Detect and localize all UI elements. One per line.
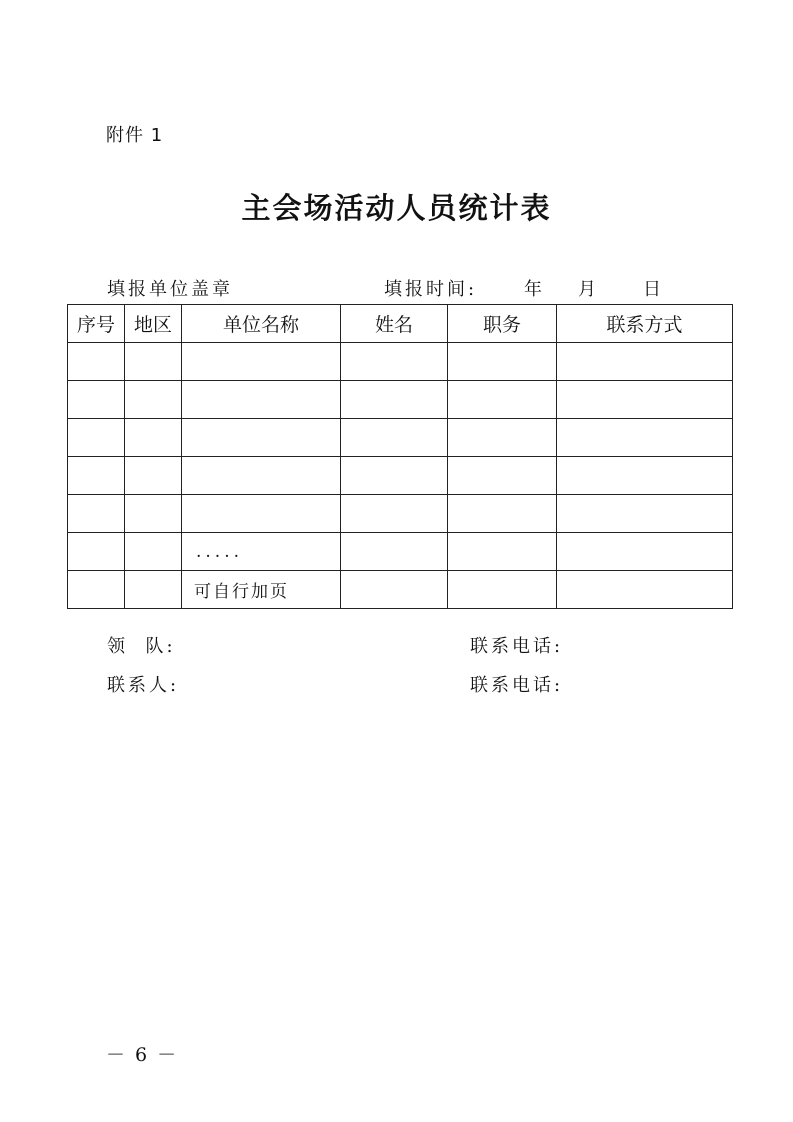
table-row xyxy=(68,381,733,419)
header-unit-name: 单位名称 xyxy=(182,305,341,343)
table-cell[interactable] xyxy=(182,343,341,381)
table-cell[interactable] xyxy=(68,343,125,381)
table-cell[interactable] xyxy=(448,457,557,495)
table-cell[interactable] xyxy=(448,419,557,457)
table-cell[interactable] xyxy=(68,419,125,457)
table-cell[interactable] xyxy=(448,343,557,381)
table-cell[interactable] xyxy=(557,533,733,571)
attachment-label: 附件 1 xyxy=(106,125,164,146)
table-row xyxy=(68,533,733,571)
table-cell[interactable] xyxy=(182,495,341,533)
table-cell[interactable] xyxy=(341,457,448,495)
table-cell[interactable] xyxy=(125,457,182,495)
table-cell[interactable] xyxy=(341,533,448,571)
table-cell[interactable] xyxy=(182,457,341,495)
table-cell[interactable] xyxy=(341,381,448,419)
table-cell[interactable] xyxy=(125,419,182,457)
table-cell[interactable] xyxy=(341,343,448,381)
table-row xyxy=(68,457,733,495)
table-row xyxy=(68,343,733,381)
contact-person-label: 联系人: xyxy=(107,675,180,696)
table-cell[interactable] xyxy=(557,571,733,609)
table-row xyxy=(68,419,733,457)
table-cell[interactable] xyxy=(68,457,125,495)
header-name: 姓名 xyxy=(341,305,448,343)
table-cell[interactable] xyxy=(448,533,557,571)
table-cell[interactable] xyxy=(341,419,448,457)
personnel-table xyxy=(67,304,733,609)
table-cell[interactable] xyxy=(68,571,125,609)
table-cell[interactable] xyxy=(125,381,182,419)
day-label: 日 xyxy=(643,279,661,300)
header-index: 序号 xyxy=(68,305,125,343)
unit-stamp-label: 填报单位盖章 xyxy=(107,279,233,300)
table-row xyxy=(68,571,733,609)
month-label: 月 xyxy=(578,279,596,300)
table-cell[interactable] xyxy=(182,381,341,419)
table-row xyxy=(68,495,733,533)
table-cell[interactable] xyxy=(448,495,557,533)
table-cell[interactable] xyxy=(125,571,182,609)
continuation-dots: ..... xyxy=(182,533,341,571)
table-cell[interactable] xyxy=(341,571,448,609)
table-cell[interactable] xyxy=(341,495,448,533)
table-cell[interactable] xyxy=(125,343,182,381)
table-cell[interactable] xyxy=(557,343,733,381)
table-cell[interactable] xyxy=(125,533,182,571)
table-cell[interactable] xyxy=(448,381,557,419)
header-region: 地区 xyxy=(125,305,182,343)
table-cell[interactable] xyxy=(557,495,733,533)
header-contact: 联系方式 xyxy=(557,305,733,343)
table-header-row xyxy=(68,305,733,343)
header-position: 职务 xyxy=(448,305,557,343)
add-page-note: 可自行加页 xyxy=(182,571,341,609)
leader-phone-label: 联系电话: xyxy=(470,636,564,657)
leader-label: 领 队: xyxy=(107,636,176,657)
table-cell[interactable] xyxy=(125,495,182,533)
page-title: 主会场活动人员统计表 xyxy=(241,191,552,225)
contact-phone-label: 联系电话: xyxy=(470,675,564,696)
page-number: － 6 － xyxy=(106,1044,179,1066)
table-cell[interactable] xyxy=(557,419,733,457)
table-cell[interactable] xyxy=(557,381,733,419)
fill-time-label: 填报时间: xyxy=(384,279,478,300)
year-label: 年 xyxy=(524,279,542,300)
table-cell[interactable] xyxy=(68,533,125,571)
table-cell[interactable] xyxy=(68,495,125,533)
table-cell[interactable] xyxy=(448,571,557,609)
table-cell[interactable] xyxy=(68,381,125,419)
table-cell[interactable] xyxy=(182,419,341,457)
table-cell[interactable] xyxy=(557,457,733,495)
